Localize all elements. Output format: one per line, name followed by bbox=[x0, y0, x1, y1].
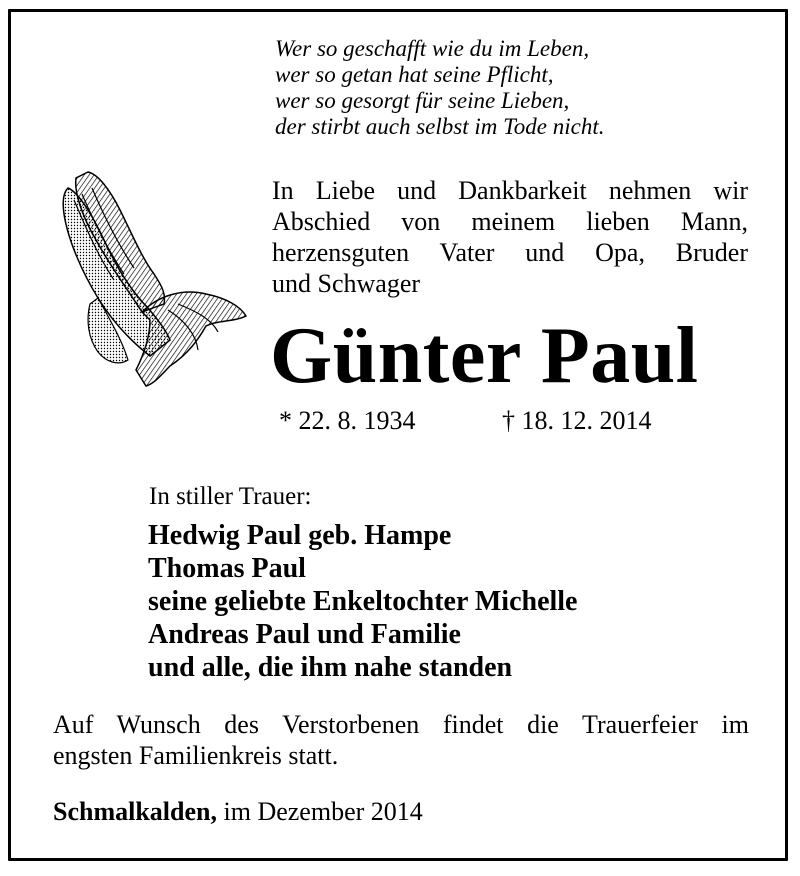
funeral-notice bbox=[53, 709, 749, 771]
mourning-label: In stiller Trauer: bbox=[149, 483, 312, 510]
mourner-name: und alle, die ihm nahe standen bbox=[148, 652, 513, 683]
death-date: † 18. 12. 2014 bbox=[502, 406, 652, 435]
intro-line: herzensguten Vater und Opa, Bruder bbox=[272, 238, 748, 267]
closing-date: im Dezember 2014 bbox=[223, 797, 423, 826]
poem-line: wer so gesorgt für seine Lieben, bbox=[275, 88, 570, 113]
closing-place: Schmalkalden, bbox=[53, 797, 217, 826]
mourner-name: Hedwig Paul geb. Hampe bbox=[148, 520, 452, 551]
intro-text bbox=[272, 175, 748, 299]
poem-line: Wer so geschafft wie du im Leben, bbox=[275, 36, 590, 61]
mourner-name: seine geliebte Enkeltochter Michelle bbox=[148, 586, 578, 617]
poem-line: wer so getan hat seine Pflicht, bbox=[275, 62, 554, 87]
intro-line: In Liebe und Dankbarkeit nehmen wir bbox=[272, 176, 748, 205]
intro-line: und Schwager bbox=[272, 269, 421, 298]
notice-line: engsten Familienkreis statt. bbox=[53, 741, 339, 770]
birth-date: * 22. 8. 1934 bbox=[279, 406, 416, 435]
mourner-name: Andreas Paul und Familie bbox=[148, 619, 461, 650]
notice-line: Auf Wunsch des Verstorbenen findet die Trauerfeier im bbox=[53, 710, 749, 739]
mourner-name: Thomas Paul bbox=[148, 553, 306, 584]
poem bbox=[275, 36, 604, 140]
intro-line: Abschied von meinem lieben Mann, bbox=[272, 207, 748, 236]
closing-line bbox=[53, 796, 423, 828]
mourners-list bbox=[148, 519, 578, 684]
praying-hands-icon bbox=[58, 170, 248, 388]
poem-line: der stirbt auch selbst im Tode nicht. bbox=[275, 114, 605, 139]
deceased-name: Günter Paul bbox=[270, 312, 699, 400]
